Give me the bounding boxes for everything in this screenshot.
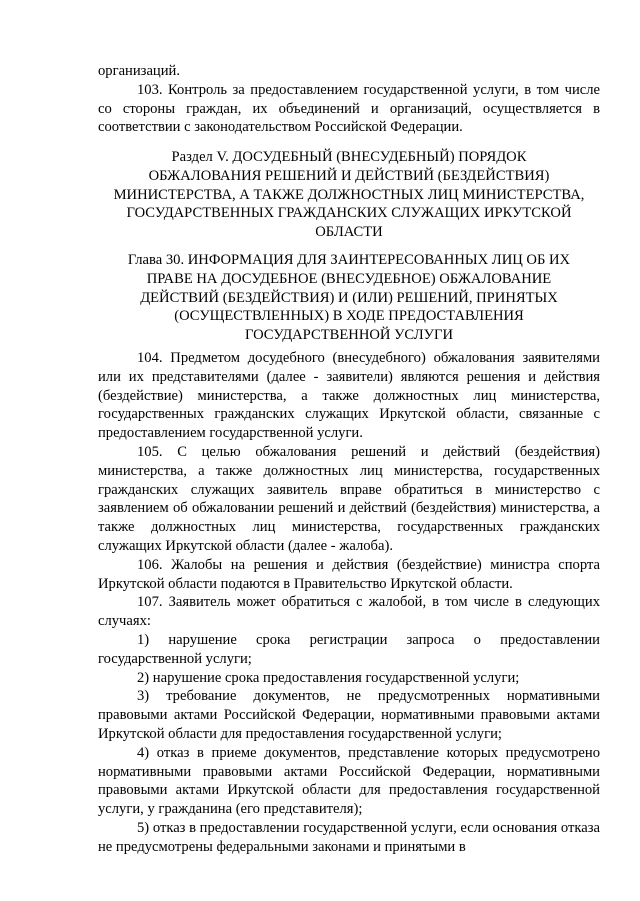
section-heading-line-3: МИНИСТЕРСТВА, А ТАКЖЕ ДОЛЖНОСТНЫХ ЛИЦ МИНИСТЕРСТВА, (113, 186, 585, 203)
paragraph-105: 105. С целью обжалования решений и действий (бездействия) министерства, а также должностных лиц министерства, государственных гражданских служащих заявитель вправе обратиться в министерство с заявлением об обжаловании решений и действий (бездействия) министерства, а также должностных лиц министерства, государственных гражданских служащих Иркутской области (далее - жалоба). (98, 443, 600, 554)
section-heading (98, 148, 600, 242)
case-item-1: 1) нарушение срока регистрации запроса о предоставлении государственной услуги; (98, 631, 600, 667)
paragraph-106: 106. Жалобы на решения и действия (бездействие) министра спорта Иркутской области подаются в Правительство Иркутской области. (98, 556, 600, 592)
chapter-heading (98, 251, 600, 345)
chapter-heading-line-2: ПРАВЕ НА ДОСУДЕБНОЕ (ВНЕСУДЕБНОЕ) ОБЖАЛОВАНИЕ (146, 270, 552, 287)
chapter-heading-line-1: Глава 30. ИНФОРМАЦИЯ ДЛЯ ЗАИНТЕРЕСОВАННЫХ ЛИЦ ОБ ИХ (127, 252, 571, 268)
chapter-heading-line-3: ДЕЙСТВИЙ (БЕЗДЕЙСТВИЯ) И (ИЛИ) РЕШЕНИЙ, ПРИНЯТЫХ (140, 289, 558, 306)
case-item-3: 3) требование документов, не предусмотренных нормативными правовыми актами Российской Федерации, нормативными правовыми актами Иркутской области для предоставления государственной услуги; (98, 688, 600, 742)
section-heading-line-4: ГОСУДАРСТВЕННЫХ ГРАЖДАНСКИХ СЛУЖАЩИХ ИРКУТСКОЙ (126, 205, 572, 222)
continuation-text: организаций. (98, 63, 180, 79)
chapter-heading-line-4: (ОСУЩЕСТВЛЕННЫХ) В ХОДЕ ПРЕДОСТАВЛЕНИЯ (174, 308, 524, 325)
paragraph-104: 104. Предметом досудебного (внесудебного) обжалования заявителями или их представителями (далее - заявители) являются решения и действия (бездействие) министерства, а также должностных лиц министерства, государственных гражданских служащих Иркутской области, связанные с предоставлением государственной услуги. (98, 350, 600, 442)
paragraph-107: 107. Заявитель может обратиться с жалобой, в том числе в следующих случаях: (98, 594, 600, 630)
section-heading-line-1: Раздел V. ДОСУДЕБНЫЙ (ВНЕСУДЕБНЫЙ) ПОРЯДОК (171, 149, 527, 165)
main-text-block (98, 349, 600, 857)
paragraph-103: 103. Контроль за предоставлением государственной услуги, в том числе со стороны граждан, их объединений и организаций, осуществляется в соответствии с законодательством Российской Федерации. (98, 81, 600, 136)
section-heading-line-5: ОБЛАСТИ (315, 224, 383, 241)
section-heading-line-2: ОБЖАЛОВАНИЯ РЕШЕНИЙ И ДЕЙСТВИЙ (БЕЗДЕЙСТВИЯ) (148, 167, 550, 184)
case-item-4: 4) отказ в приеме документов, представление которых предусмотрено нормативными правовыми актами Российской Федерации, нормативными правовыми актами Иркутской области для предоставления государственной услуги, у гражданина (его представителя); (98, 744, 600, 818)
top-text-block (98, 62, 600, 137)
case-item-5: 5) отказ в предоставлении государственной услуги, если основания отказа не предусмотрены федеральными законами и принятыми в (98, 819, 600, 855)
chapter-heading-line-5: ГОСУДАРСТВЕННОЙ УСЛУГИ (245, 327, 453, 344)
case-item-2: 2) нарушение срока предоставления государственной услуги; (137, 669, 520, 686)
